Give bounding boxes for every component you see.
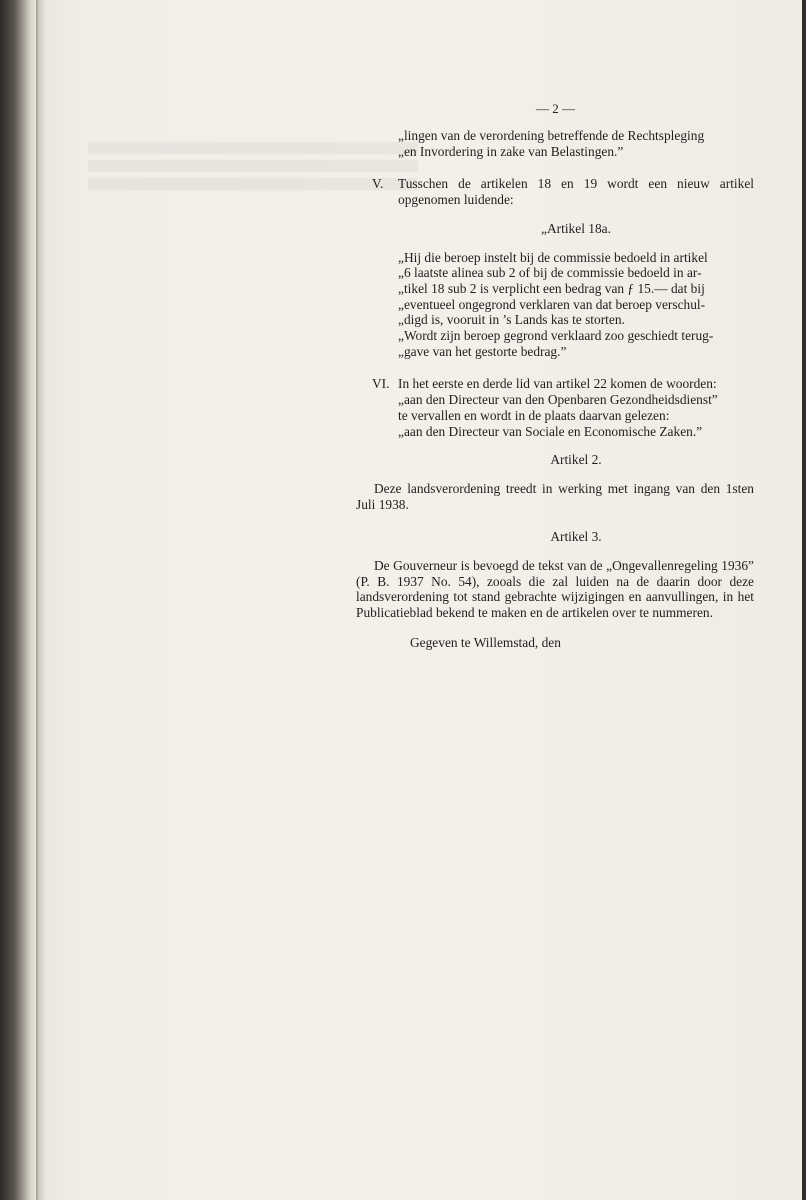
section-vi-line: „aan den Directeur van Sociale en Economische Zaken.” bbox=[398, 423, 703, 439]
quote-line: „6 laatste alinea sub 2 of bij de commissie bedoeld in ar- bbox=[398, 265, 702, 281]
artikel-2-title: Artikel 2. bbox=[550, 452, 602, 468]
article-18a-title: „Artikel 18a. bbox=[541, 220, 611, 236]
intro-block bbox=[356, 128, 754, 159]
quote-line: „tikel 18 sub 2 is verplicht een bedrag van ƒ 15.— dat bij bbox=[398, 280, 705, 296]
intro-line: „lingen van de verordening betreffende de Rechtspleging bbox=[398, 128, 705, 143]
scan-right-edge bbox=[802, 0, 806, 1200]
section-number: V. bbox=[372, 176, 384, 192]
previous-page-edge bbox=[0, 0, 36, 1200]
page-number: — 2 — bbox=[536, 101, 575, 116]
artikel-2-text: Deze landsverordening treedt in werking met ingang van den 1sten Juli 1938. bbox=[356, 480, 754, 512]
section-v bbox=[356, 176, 754, 207]
artikel-3-text: De Gouverneur is bevoegd de tekst van de „Ongevallenregeling 1936” (P. B. 1937 No. 54), zooals die zal luiden na de daarin door deze landsverordening tot stand gebrachte wijzigingen en aanvullingen, in het Publicatieblad bekend te maken en de artikelen over te nummeren. bbox=[356, 558, 754, 621]
binding-crease bbox=[36, 0, 46, 1200]
section-v-text: Tusschen de artikelen 18 en 19 wordt een nieuw artikel opgenomen luidende: bbox=[398, 176, 754, 208]
quote-line: „Wordt zijn beroep gegrond verklaard zoo geschiedt terug- bbox=[398, 328, 714, 344]
quote-line: „gave van het gestorte bedrag.” bbox=[398, 343, 567, 359]
quote-line: „eventueel ongegrond verklaren van dat beroep verschul- bbox=[398, 296, 706, 312]
section-vi-line: „aan den Directeur van den Openbaren Gezondheidsdienst” bbox=[398, 392, 718, 408]
article-18a-quote bbox=[356, 250, 754, 360]
artikel-3-title: Artikel 3. bbox=[550, 529, 602, 545]
closing-line: Gegeven te Willemstad, den bbox=[410, 634, 561, 650]
quote-line: „Hij die beroep instelt bij de commissie bedoeld in artikel bbox=[398, 249, 708, 265]
intro-line: „en Invordering in zake van Belastingen.” bbox=[398, 143, 624, 159]
quote-line: „digd is, vooruit in ’s Lands kas te storten. bbox=[398, 312, 625, 328]
section-vi-line: te vervallen en wordt in de plaats daarvan gelezen: bbox=[398, 407, 670, 423]
section-vi-body bbox=[398, 376, 754, 439]
section-vi-line: In het eerste en derde lid van artikel 22 komen de woorden: bbox=[398, 376, 717, 392]
section-number: VI. bbox=[372, 376, 390, 392]
section-vi bbox=[356, 376, 754, 439]
document-body bbox=[356, 128, 754, 651]
